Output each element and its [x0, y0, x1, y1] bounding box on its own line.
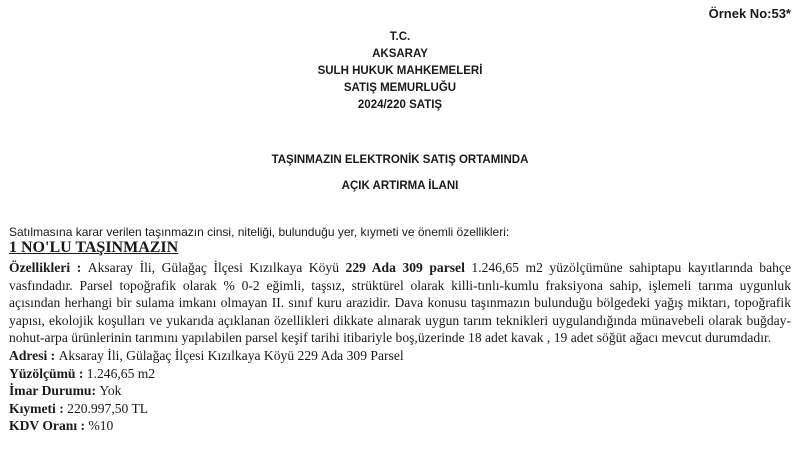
field-label: Adresi : [9, 347, 59, 363]
sample-number: Örnek No:53* [708, 6, 791, 21]
field-vat-rate [9, 417, 791, 435]
header-line-tc: T.C. [389, 31, 411, 43]
notice-title-line1: TAŞINMAZIN ELEKTRONİK SATIŞ ORTAMINDA [271, 154, 529, 166]
field-area [9, 365, 791, 383]
field-value: Yok [99, 383, 122, 399]
field-value: 1.246,65 m2 [86, 365, 156, 381]
header-line-case-number: 2024/220 SATIŞ [357, 99, 443, 111]
header-line-court: SULH HUKUK MAHKEMELERİ [317, 65, 483, 77]
header-line-city: AKSARAY [372, 48, 428, 60]
features-parcel: 229 Ada 309 parsel [345, 260, 465, 275]
field-value-estimate [9, 400, 791, 418]
features-text-part1: Aksaray İli, Gülağaç İlçesi Kızılkaya Köyü [87, 260, 346, 275]
features-text-part2: 1.246,65 m2 yüzölçümüne sahiptapu kayıtlarında bahçe vasfındadır. Parsel topoğrafik olarak % 0-2 eğimli, taşsız, strüktürel olarak killi-tınlı-kumlu fraksiyona sahip, işlemeli tarıma uygunluk açısından herhangi bir sulama imkanı olmayan II. sınıf kuru arazidir. Dava konusu taşınmazın bulunduğu bölgedeki yağış miktarı, topoğrafik yapısı, ekolojik koşulları ve yukarıda açıklanan özellikleri dikkate alınarak uygun tarım teknikleri uygulandığında münavebeli olarak buğday-nohut-arpa ürünlerinin tarımını yapılabilen parsel keşif tarihi itibariyle boş,üzerinde 18 adet kavak , 19 adet söğüt ağacı mevcut durumdadır. [9, 260, 791, 346]
court-header [0, 29, 800, 114]
field-label: KDV Oranı : [9, 418, 89, 434]
field-value: %10 [88, 418, 114, 434]
field-value: 220.997,50 TL [67, 400, 149, 416]
field-zoning [9, 382, 791, 400]
field-address [9, 347, 791, 365]
field-label: Yüzölçümü : [9, 365, 87, 381]
property-heading: 1 NO'LU TAŞINMAZIN [9, 239, 179, 256]
field-label: Kıymeti : [9, 400, 68, 416]
header-line-office: SATIŞ MEMURLUĞU [343, 82, 457, 94]
field-label: İmar Durumu: [9, 383, 100, 399]
notice-title-line2: AÇIK ARTIRMA İLANI [341, 180, 459, 192]
field-value: Aksaray İli, Gülağaç İlçesi Kızılkaya Köyü 229 Ada 309 Parsel [58, 347, 404, 363]
features-paragraph [9, 259, 791, 347]
features-label: Özellikleri : [9, 260, 88, 275]
property-details [9, 259, 791, 435]
intro-text: Satılmasına karar verilen taşınmazın cinsi, niteliği, bulunduğu yer, kıymeti ve önemli özellikleri: [9, 225, 510, 239]
